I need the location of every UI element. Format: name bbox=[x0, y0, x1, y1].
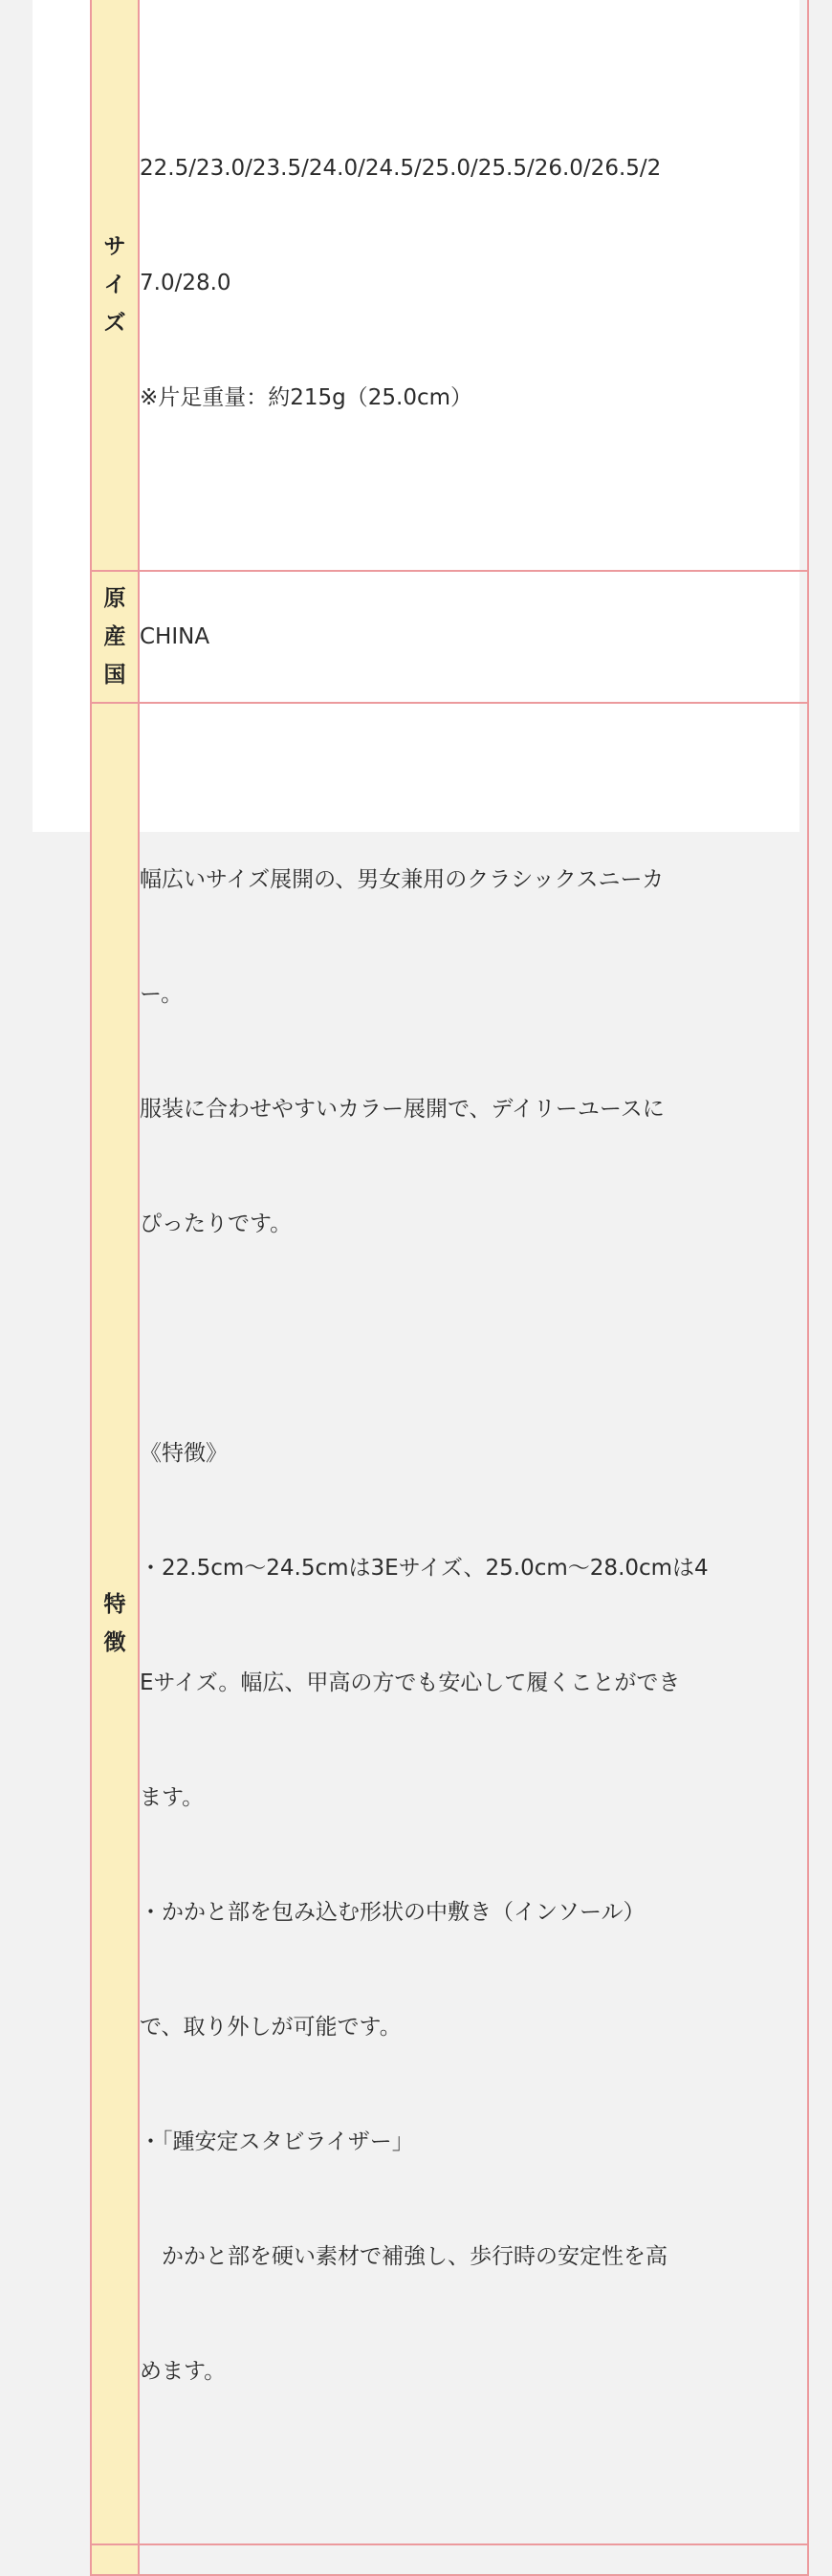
feature-line: ぴったりです。 bbox=[140, 1212, 293, 1236]
feature-line: ます。 bbox=[140, 1785, 205, 1810]
spec-row-size bbox=[91, 0, 808, 571]
feature-line: ・かかと部を包み込む形状の中敷き（インソール） bbox=[140, 1900, 646, 1925]
feature-line: で、取り外しが可能です。 bbox=[140, 2015, 402, 2040]
size-line: 7.0/28.0 bbox=[140, 271, 231, 295]
product-spec-page bbox=[33, 0, 799, 2384]
feature-line: 服装に合わせやすいカラー展開で、デイリーユースに bbox=[140, 1097, 665, 1122]
feature-line: 《特徴》 bbox=[140, 1441, 228, 1466]
spec-row-origin bbox=[91, 571, 808, 703]
feature-line: 幅広いサイズ展開の、男女兼用のクラシックスニーカ bbox=[140, 867, 665, 892]
weight-line: ※片足重量：約215g（25.0cm） bbox=[140, 385, 473, 410]
header-char: 特 bbox=[103, 1592, 126, 1617]
header-char: ズ bbox=[103, 311, 126, 336]
spec-header-features bbox=[91, 703, 139, 2544]
spec-header-origin bbox=[91, 571, 139, 703]
spec-row-next bbox=[91, 2544, 808, 2575]
feature-line: ・22.5cm〜24.5cmは3Eサイズ、25.0cm〜28.0cmは4 bbox=[140, 1556, 709, 1581]
spec-value-size bbox=[139, 0, 808, 571]
spec-table bbox=[90, 0, 809, 2576]
header-char: 国 bbox=[103, 663, 126, 688]
feature-line bbox=[140, 1320, 807, 1358]
header-char: 徴 bbox=[103, 1630, 126, 1655]
spec-header-next bbox=[91, 2544, 139, 2575]
spec-value-origin: CHINA bbox=[139, 571, 808, 703]
feature-line: Eサイズ。幅広、甲高の方でも安心して履くことができ bbox=[140, 1670, 681, 1695]
header-char: イ bbox=[103, 273, 126, 297]
header-char: サ bbox=[103, 234, 126, 259]
header-char: 産 bbox=[103, 624, 126, 649]
header-char: 原 bbox=[103, 586, 126, 611]
feature-line: ー。 bbox=[140, 982, 184, 1007]
size-line: 22.5/23.0/23.5/24.0/24.5/25.0/25.5/26.0/26.5/2 bbox=[140, 156, 662, 181]
feature-line: ・「踵安定スタビライザー」 bbox=[140, 2129, 414, 2154]
spec-value-features bbox=[139, 703, 808, 2544]
spec-header-size bbox=[91, 0, 139, 571]
spec-value-next bbox=[139, 2544, 808, 2575]
feature-line: かかと部を硬い素材で補強し、歩行時の安定性を高 bbox=[140, 2244, 668, 2269]
spec-row-features bbox=[91, 703, 808, 2544]
feature-line: めます。 bbox=[140, 2359, 227, 2384]
